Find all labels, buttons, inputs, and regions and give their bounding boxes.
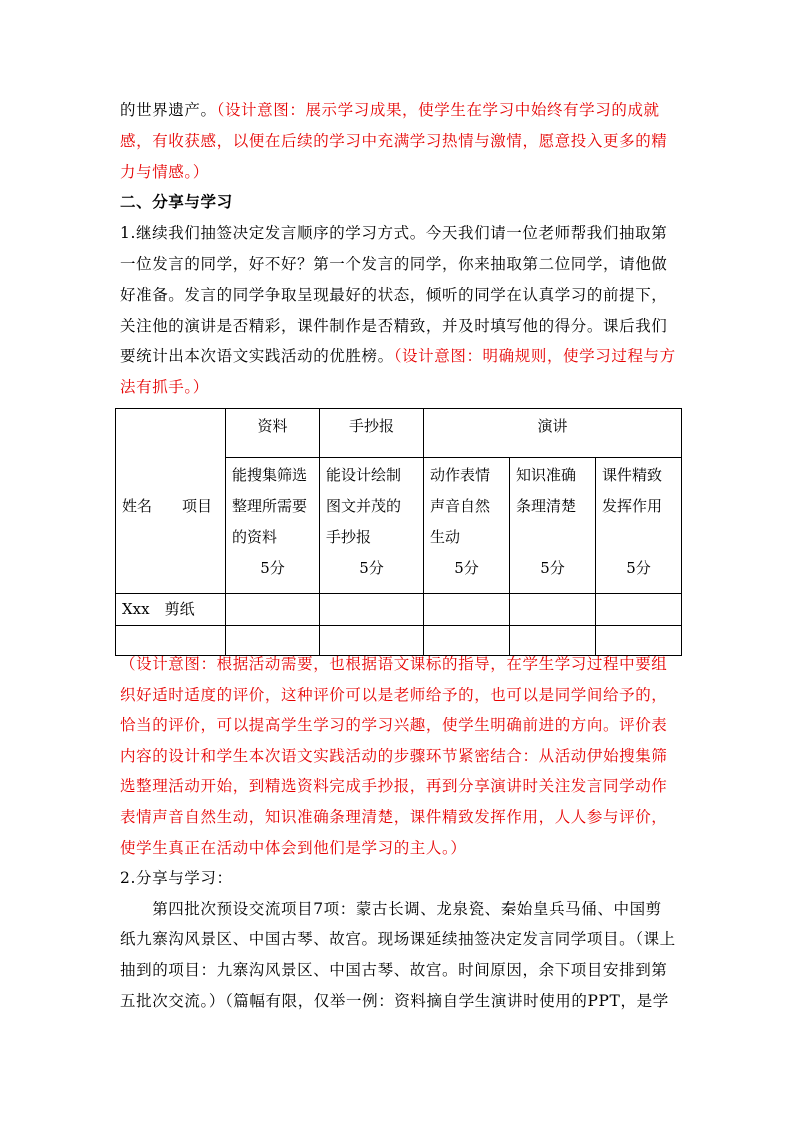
body-text: 一位发言的同学，好不好？第一个发言的同学，你来抽取第二位同学，请他做 [120,255,668,273]
criterion-text: 知识准确 [516,466,577,484]
criterion-cell [424,458,510,594]
body-text: 2.分享与学习： [120,869,233,888]
design-intent-text: 织好适时适度的评价，这种评价可以是老师给予的，也可以是同学间给予的， [120,685,668,704]
design-intent-text: 表情声音自然生动，知识准确条理清楚，课件精致发挥作用，人人参与评价， [120,808,668,826]
header-poster: 手抄报 [320,409,424,458]
criterion-cell [510,458,596,594]
criterion-text: 生动 [430,528,461,546]
text-line [120,192,233,212]
criterion-cell [226,458,320,594]
text-line [120,838,466,858]
criterion-text: 的资料 [232,528,278,546]
text-line [120,377,209,397]
criterion-text: 课件精致 [602,466,663,484]
body-text: 关注他的演讲是否精彩，课件制作是否精致，并及时填写他的得分。课后我们 [120,316,668,335]
score-cell [226,626,320,656]
criterion-score: 5分 [540,559,565,577]
header-speech: 演讲 [424,409,682,458]
evaluation-table [115,408,682,656]
text-line [120,316,667,336]
design-intent-text: 恰当的评价，可以提高学生学习的学习兴趣，使学生明确前进的方向。评价表 [120,716,668,735]
text-line [120,807,667,827]
text-line [120,285,667,305]
text-line [120,685,667,705]
student-name-cell: Xxx 剪纸 [116,594,226,626]
criterion-cell [320,458,424,594]
criterion-text: 手抄报 [326,528,372,546]
criterion-text: 能设计绘制 [326,466,402,484]
criterion-cell [596,458,682,594]
score-cell [510,594,596,626]
text-line [120,868,233,888]
table-row [116,594,682,626]
design-intent-text: 力与情感。） [120,162,209,181]
header-materials: 资料 [226,409,320,458]
criterion-text: 能搜集筛选 [232,466,308,484]
body-text: 好准备。发言的同学争取呈现最好的状态，倾听的同学在认真学习的前提下， [120,285,668,304]
body-text: 要统计出本次语文实践活动的优胜榜。 [120,347,394,366]
criterion-text: 整理所需要 [232,497,308,515]
body-text: 第四批次预设交流项目7项：蒙古长调、龙泉瓷、秦始皇兵马俑、中国剪 [120,899,662,918]
body-text: 的世界遗产。 [120,101,217,119]
design-intent-text: （设计意图：展示学习成果，使学生在学习中始终有学习的成就 [216,101,660,119]
score-cell [596,594,682,626]
text-line [120,960,667,980]
body-text: 五批次交流。）（篇幅有限，仅举一例：资料摘自学生演讲时使用的PPT，是学 [120,991,669,1010]
text-line [120,715,667,735]
criterion-score: 5分 [454,559,479,577]
score-cell [320,626,424,656]
design-intent-text: 选整理活动开始，到精选资料完成手抄报，再到分享演讲时关注发言同学动作 [120,777,668,796]
body-text: 抽到的项目：九寨沟风景区、中国古琴、故宫。时间原因，余下项目安排到第 [120,961,668,979]
body-text: 纸九寨沟风景区、中国古琴、故宫。现场课延续抽签决定发言同学项目。（课上 [120,930,676,949]
design-intent-text: （设计意图：根据活动需要，也根据语文课标的指导，在学生学习过程中要组 [120,655,668,673]
design-intent-text: 使学生真正在活动中体会到他们是学习的主人。） [120,838,467,857]
criterion-score: 5分 [626,559,651,577]
criterion-text: 条理清楚 [516,497,577,515]
score-cell [424,594,510,626]
text-line [120,776,667,796]
criterion-text: 声音自然 [430,497,491,515]
table-corner-header: 姓名 项目 [116,409,226,594]
criterion-text: 动作表情 [430,466,491,484]
criterion-text: 发挥作用 [602,497,663,515]
text-line [120,654,667,674]
text-line [120,899,662,919]
design-intent-text: 法有抓手。） [120,378,209,397]
text-line [120,346,676,366]
table-row [116,626,682,656]
design-intent-text: 感，有收获感，以便在后续的学习中充满学习热情与激情，愿意投入更多的精 [120,131,668,150]
score-cell [424,626,510,656]
criterion-score: 5分 [260,559,285,577]
design-intent-text: 内容的设计和学生本次语文实践活动的步骤环节紧密结合：从活动伊始搜集筛 [120,746,668,765]
text-line [120,746,667,766]
text-line [120,929,676,949]
criterion-text: 图文并茂的 [326,497,402,515]
text-line [120,223,667,243]
score-cell [510,626,596,656]
text-line [120,100,660,120]
text-line [120,131,667,151]
body-text: 1.继续我们抽签决定发言顺序的学习方式。今天我们请一位老师帮我们抽取第 [120,224,668,243]
score-cell [226,594,320,626]
text-line [120,991,669,1011]
criterion-score: 5分 [359,559,384,577]
text-line [120,254,667,274]
text-line [120,162,209,182]
body-text: 二、分享与学习 [120,192,233,212]
score-cell [596,626,682,656]
design-intent-text: （设计意图：明确规则，使学习过程与方 [393,347,676,366]
table-body [116,594,682,656]
score-cell [320,594,424,626]
student-name-cell [116,626,226,656]
